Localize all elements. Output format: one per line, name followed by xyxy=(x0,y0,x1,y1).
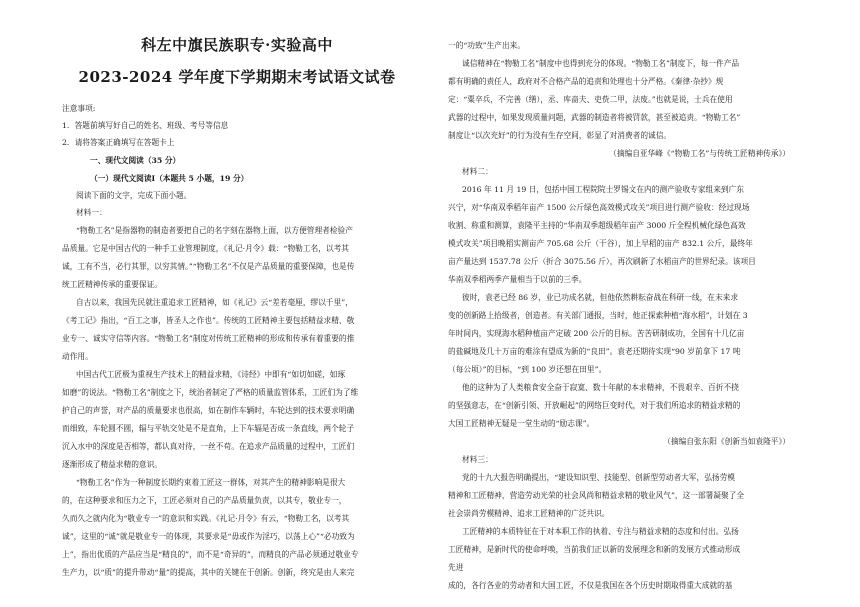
paragraph-line: 品质量。它是中国古代的一种手工业管理制度，《礼记·月令》载：“物勒工名，以考其 xyxy=(62,244,349,253)
paragraph-line: 的，在这种要求和压力之下，工匠必须对自己的产品质量负责，以其专，敬业专一， xyxy=(62,496,347,505)
paragraph-line: 的坚强意志，在“创新引领、开放崛起”的网络巨变时代，对于我们所追求的精益求精的 xyxy=(448,401,741,410)
paragraph-line: “物勒工名”作为一种制度长期约束着工匠这一群体，对其产生的精神影响是很大 xyxy=(76,478,346,487)
paragraph-line: 先进 xyxy=(448,563,464,572)
paragraph-line: 的盐碱地及几十万亩的难涂有望成为新的“良田”。袁老还期待实现“90 岁前拿下 17 吨 xyxy=(448,347,741,356)
paragraph-line: 护自己的声誉，对产品的质量要求也很高，如在制作车辆时，车轮达到的技术要求明确 xyxy=(62,406,355,415)
exam-school-title: 科左中旗民族职专·实验高中 xyxy=(141,36,333,54)
paragraph-line: 收割、称重和测算，袁隆平主持的“华南双季超级稻年亩产 3000 斤全程机械化绿色高效 xyxy=(448,221,746,230)
paragraph-line: 亩产量达到 1537.78 公斤（折合 3075.56 斤），再次刷新了水稻亩产的世界纪录。该项目 xyxy=(448,257,756,266)
instruction-text: 阅读下面的文字，完成下面小题。 xyxy=(76,191,192,200)
paragraph-line: 沉入水中的深度是否相等，都认真对待，一丝不苟。在追求产品质量的过程中，工匠们 xyxy=(62,442,355,451)
material-label: 材料二： xyxy=(462,167,493,176)
paragraph-line: 党的十九大报告明确提出，“建设知识型、技能型、创新型劳动者大军，弘扬劳模 xyxy=(462,473,735,482)
material-label: 材料三： xyxy=(462,455,493,464)
paragraph-line: 一的“功致”生产出来。 xyxy=(448,41,526,50)
paragraph-line: 《考工记》指出，“百工之事，皆圣人之作也”。传统的工匠精神主要包括精益求精、敬 xyxy=(62,316,355,325)
paragraph-line: 生产力，以“质”的提升带动“量”的提高，其中的关键在于创新。创新，终究是由人来完 xyxy=(62,568,355,577)
paragraph-line: 年时间内，实现海水稻种植亩产定破 200 公斤的目标。苦苦研制成功，全国有十几亿亩 xyxy=(448,329,745,338)
paragraph-line: 而细致，车轮圆不圆，辐与平轨交处是不是直角，上下车辐是否成一条直线，两个轮子 xyxy=(62,424,355,433)
paragraph-line: 工匠精神，是新时代的使命呼唤，当前我们正以新的发展理念和新的发展方式推动形成 xyxy=(448,545,741,554)
section-heading: 一、现代文阅读（35 分） xyxy=(90,156,181,165)
paragraph-line: 变的创新路上拾级者，创造者。有关部门通报，当时，他正探索种植“海水稻”，计划在 3 xyxy=(448,311,748,320)
paragraph-line: 社会崇尚劳模精神、追求工匠精神的广泛共识。 xyxy=(448,509,610,518)
material-label: 材料一： xyxy=(76,208,107,217)
paragraph-line: 兴宁，对“华南双季稻年亩产 1500 公斤绿色高效模式攻关”项目进行测产验收：经过现场 xyxy=(448,203,750,212)
paragraph-line: 工匠精神的本质特征在于对本职工作的执着、专注与精益求精的态度和付出。弘扬 xyxy=(462,527,739,536)
paragraph-line: 上”，指出优质的产品应当是“精良的”，而不是“奇异的”，而精良的产品必须通过敬业专 xyxy=(62,550,359,559)
paragraph-line: 精神和工匠精神，营造劳动光荣的社会风尚和精益求精的敬业风气”，这一部署凝聚了全 xyxy=(448,491,745,500)
paragraph-line: 诚，工有不当，必行其罪，以穷其情。”“物勒工名”不仅是产品质量的重要保障，也是传 xyxy=(62,262,355,271)
paragraph-line: 制度让“以次充好”的行为没有生存空间，彰显了对消费者的诚信。 xyxy=(448,131,672,140)
paragraph-line: 诚”，这里的“诚”就是敬业专一的体现，其要求是“毋或作为淫巧，以荡上心”“必功致为 xyxy=(62,532,355,541)
subsection-heading: （一）现代文阅读Ⅰ（本题共 5 小题，19 分） xyxy=(90,174,249,183)
paragraph-line: 中国古代工匠极为重视生产技术上的精益求精，《诗经》中即有“如切如磋，如琢 xyxy=(76,370,346,379)
paragraph-line: 2016 年 11 月 19 日，包括中国工程院院士罗锡文在内的测产验收专家组来到广东 xyxy=(462,185,744,194)
paragraph-line: 动作用。 xyxy=(62,352,93,361)
paragraph-line: 久而久之就内化为“敬业专一”的意识和实践。《礼记·月令》有云，“物勒工名，以考其 xyxy=(62,514,350,523)
paragraph-line: 他的这种为了人类粮食安全奋于寂寞、数十年献的本求精神，不畏艰辛、百折不挠 xyxy=(462,383,739,392)
paragraph-line: 彼时，袁老已经 86 岁，业已功成名就，但他依然耕耘奋战在科研一线，在未来求 xyxy=(462,293,739,302)
paragraph-line: 成的，各行各业的劳动者和大国工匠，不仅是我国在各个历史时期取得重大成就的基 xyxy=(448,581,733,590)
paragraph-line: 逐渐形成了精益求精的意识。 xyxy=(62,460,162,469)
notice-item-2: 2．请将答案正确填写在答题卡上 xyxy=(62,138,175,147)
paragraph-line: 定：“粟卒兵，不完善（缮），丞、库啬夫、吏赀二甲，法废。”也就是说，士兵在使用 xyxy=(448,95,733,104)
notice-heading: 注意事项: xyxy=(62,104,96,113)
paragraph-line: “物勒工名”是指器物的制造者要把自己的名字刻在器物上面，以方便管理者检验产 xyxy=(76,226,353,235)
paragraph-line: 自古以来，我国先民就注重追求工匠精神，如《礼记》云“差若毫厘，缪以千里”， xyxy=(76,298,353,307)
paragraph-line: 如磨”的说法。“物勒工名”制度之下，统治者制定了严格的质量监管体系，工匠们为了维 xyxy=(62,388,359,397)
paragraph-line: （每公顷）”的目标，“到 100 岁还想在田里”。 xyxy=(448,365,607,374)
paragraph-line: 统工匠精神传承的重要保证。 xyxy=(62,280,162,289)
paragraph-line: 业专一、诚实守信等内容。“物勒工名”制度对传统工匠精神的形成和传承有着重要的推 xyxy=(62,334,355,343)
paragraph-line: 华南双季稻两季产量相当于以前的三季。 xyxy=(448,275,587,284)
paragraph-line: 武器的过程中，如果发现质量问题，武器的制造者将被罚款，甚至被追责。“物勒工名” xyxy=(448,113,741,122)
source-citation: （摘编自亚华峰《“物勒工名”与传统工匠精神传承》） xyxy=(609,149,790,158)
paragraph-line: 大国工匠精神无疑是一堂生动的“励志课”。 xyxy=(448,419,595,428)
exam-title: 2023-2024 学年度下学期期末考试语文试卷 xyxy=(78,68,396,86)
paragraph-line: 模式攻关”项目晚稻实测亩产 705.68 公斤（干谷），加上早稻的亩产 832.1 公斤，最终年 xyxy=(448,239,753,248)
notice-item-1: 1．答题前填写好自己的姓名、班级、考号等信息 xyxy=(62,121,229,130)
paragraph-line: 都有明确的责任人，政府对不合格产品的追责和处理也十分严格。《秦律·杂抄》规 xyxy=(448,77,724,86)
source-citation: （摘编自张东阳《创新当如袁隆平》） xyxy=(663,437,790,446)
paragraph-line: 诚信精神在“物勒工名”制度中也得到充分的体现。“物勒工名”制度下，每一件产品 xyxy=(462,59,740,68)
